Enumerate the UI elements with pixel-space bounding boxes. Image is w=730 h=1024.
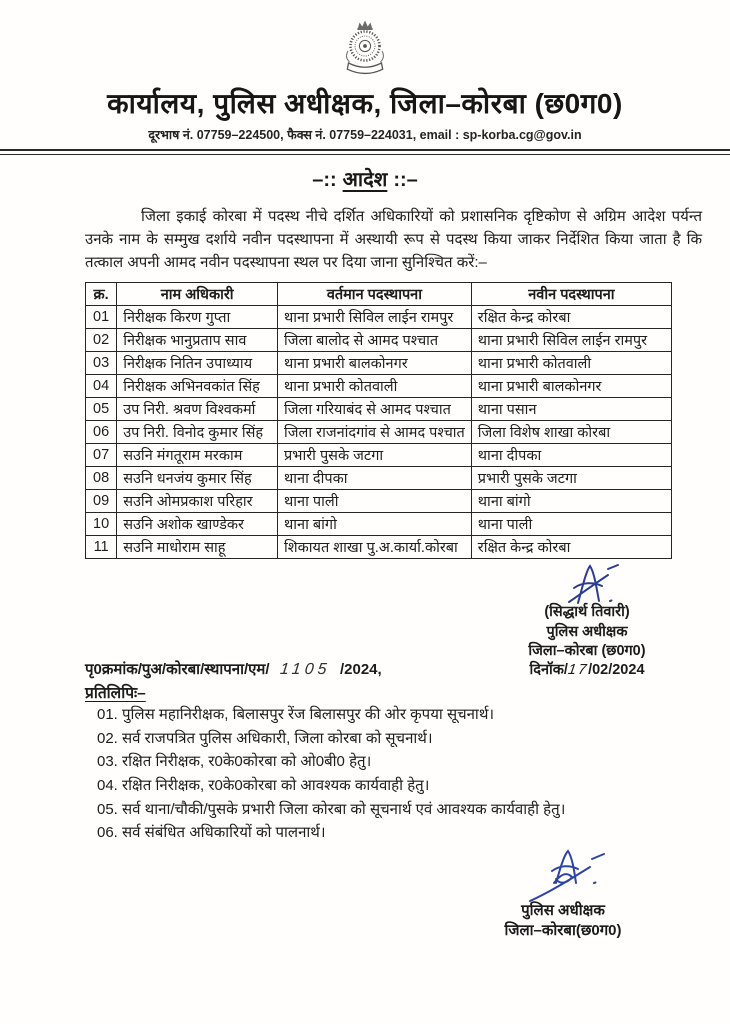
order-heading-decor-left: –:: <box>312 169 337 191</box>
table-cell: 02 <box>86 329 117 352</box>
table-cell: 06 <box>86 421 117 444</box>
order-heading <box>0 165 730 192</box>
office-contact-line: दूरभाष नं. 07759–224500, फैक्स नं. 07759–224031, email : sp-korba.cg@gov.in <box>148 128 582 142</box>
letterhead <box>0 0 730 155</box>
table-cell: थाना प्रभारी सिविल लाईन रामपुर <box>471 329 671 352</box>
reference-suffix: /2024, <box>339 660 382 678</box>
order-date-rest: /02/2024 <box>588 661 645 678</box>
table-cell: जिला विशेष शाखा कोरबा <box>471 421 671 444</box>
table-row <box>86 306 672 329</box>
table-cell: 10 <box>86 513 117 536</box>
table-cell: थाना प्रभारी कोतवाली <box>278 375 472 398</box>
table-row <box>86 444 672 467</box>
office-title: कार्यालय, पुलिस अधीक्षक, जिला–कोरबा (छ0ग0) <box>107 88 623 119</box>
table-cell: 11 <box>86 536 117 559</box>
transfer-table-body <box>86 306 672 559</box>
table-row <box>86 421 672 444</box>
table-header-cell: नाम अधिकारी <box>117 283 278 306</box>
copy-list-item: 06. सर्व संबंधित अधिकारियों को पालनार्थ। <box>97 824 326 842</box>
table-row <box>86 352 672 375</box>
table-cell: 01 <box>86 306 117 329</box>
table-cell: सउनि माधोराम साहू <box>117 536 278 559</box>
table-cell: सउनि अशोक खाण्डेकर <box>117 513 278 536</box>
table-cell: थाना प्रभारी सिविल लाईन रामपुर <box>278 306 472 329</box>
table-cell: जिला गरियाबंद से आमद पश्चात <box>278 398 472 421</box>
footer-signatory-district: जिला–कोरबा(छ0ग0) <box>504 921 622 939</box>
table-cell: थाना पसान <box>471 398 671 421</box>
table-cell: निरीक्षक भानुप्रताप साव <box>117 329 278 352</box>
transfer-table-header <box>86 283 672 306</box>
table-header-row <box>86 283 672 306</box>
table-header-cell: वर्तमान पदस्थापना <box>278 283 472 306</box>
signatory-designation: पुलिस अधीक्षक <box>546 623 628 640</box>
header-divider <box>0 149 730 155</box>
copies-list <box>97 705 730 843</box>
copy-list-item: 03. रक्षित निरीक्षक, र0के0कोरबा को ओ0बी0 हेतु। <box>97 753 372 771</box>
copy-list-item: 02. सर्व राजपत्रित पुलिस अधिकारी, जिला कोरबा को सूचनार्थ। <box>97 729 433 747</box>
signatory-name: (सिद्धार्थ तिवारी) <box>544 604 630 621</box>
table-cell: जिला राजनांदगांव से आमद पश्चात <box>278 421 472 444</box>
table-cell: थाना बांगो <box>278 513 472 536</box>
table-row <box>86 375 672 398</box>
table-cell: थाना प्रभारी बालकोनगर <box>471 375 671 398</box>
footer-signatory-designation: पुलिस अधीक्षक <box>521 901 605 919</box>
reference-number-handwritten: 1105 <box>278 660 331 678</box>
table-cell: थाना पाली <box>471 513 671 536</box>
signature-scribble-icon <box>544 561 630 607</box>
table-cell: सउनि ओमप्रकाश परिहार <box>117 490 278 513</box>
table-cell: निरीक्षक किरण गुप्ता <box>117 306 278 329</box>
signatory-district: जिला–कोरबा (छ0ग0) <box>528 642 646 659</box>
table-cell: रक्षित केन्द्र कोरबा <box>471 306 671 329</box>
table-row <box>86 467 672 490</box>
table-cell: 07 <box>86 444 117 467</box>
table-cell: 03 <box>86 352 117 375</box>
table-cell: निरीक्षक नितिन उपाध्याय <box>117 352 278 375</box>
table-cell: शिकायत शाखा पु.अ.कार्या.कोरबा <box>278 536 472 559</box>
order-date-label: दिनॉक/ <box>529 661 568 678</box>
order-body-paragraph: जिला इकाई कोरबा में पदस्थ नीचे दर्शित अधिकारियों को प्रशासनिक दृष्टिकोण से अग्रिम आदेश पर्यन्त उनके नाम के सम्मुख दर्शाये नवीन पदस्थापना में अस्थायी रूप से पदस्थ किया जाकर निर्देशित किया जाता है कि तत्काल अपनी आमद नवीन पदस्थापना स्थल पर दिया जाना सुनिश्चित करें:– <box>85 208 702 271</box>
signature-scribble-icon <box>508 849 618 905</box>
order-heading-decor-right: ::– <box>393 169 418 191</box>
police-emblem-icon <box>0 18 730 80</box>
table-cell: 04 <box>86 375 117 398</box>
table-cell: थाना दीपका <box>278 467 472 490</box>
copies-label: प्रतिलिपिः– <box>85 684 146 702</box>
table-cell: सउनि धनजंय कुमार सिंह <box>117 467 278 490</box>
table-cell: उप निरी. श्रवण विश्वकर्मा <box>117 398 278 421</box>
table-cell: थाना बांगो <box>471 490 671 513</box>
table-header-cell: क्र. <box>86 283 117 306</box>
table-header-cell: नवीन पदस्थापना <box>471 283 671 306</box>
table-row <box>86 536 672 559</box>
table-cell: थाना दीपका <box>471 444 671 467</box>
table-cell: 05 <box>86 398 117 421</box>
copy-list-item: 01. पुलिस महानिरीक्षक, बिलासपुर रेंज बिलासपुर की ओर कृपया सूचनार्थ। <box>97 705 495 723</box>
transfer-table <box>85 282 672 559</box>
table-cell: रक्षित केन्द्र कोरबा <box>471 536 671 559</box>
table-row <box>86 329 672 352</box>
copy-list-item: 04. रक्षित निरीक्षक, र0के0कोरबा को आवश्यक कार्यवाही हेतु। <box>97 776 430 794</box>
table-cell: निरीक्षक अभिनवकांत सिंह <box>117 375 278 398</box>
table-cell: उप निरी. विनोद कुमार सिंह <box>117 421 278 444</box>
table-cell: सउनि मंगतूराम मरकाम <box>117 444 278 467</box>
table-cell: थाना पाली <box>278 490 472 513</box>
footer-signatory-block <box>448 849 678 942</box>
table-cell: जिला बालोद से आमद पश्चात <box>278 329 472 352</box>
order-date-day-handwritten: 17 <box>566 661 590 678</box>
table-cell: 09 <box>86 490 117 513</box>
table-row <box>86 398 672 421</box>
table-cell: थाना प्रभारी कोतवाली <box>471 352 671 375</box>
reference-prefix: पृ0क्रमांक/पुअ/कोरबा/स्थापना/एम/ <box>85 660 270 678</box>
table-cell: प्रभारी पुसके जटगा <box>471 467 671 490</box>
table-row <box>86 490 672 513</box>
copy-list-item: 05. सर्व थाना/चौकी/पुसके प्रभारी जिला कोरबा को सूचनार्थ एवं आवश्यक कार्यवाही हेतु। <box>97 800 566 818</box>
table-cell: थाना प्रभारी बालकोनगर <box>278 352 472 375</box>
order-heading-text: आदेश <box>342 169 388 191</box>
table-row <box>86 513 672 536</box>
table-cell: 08 <box>86 467 117 490</box>
table-cell: प्रभारी पुसके जटगा <box>278 444 472 467</box>
